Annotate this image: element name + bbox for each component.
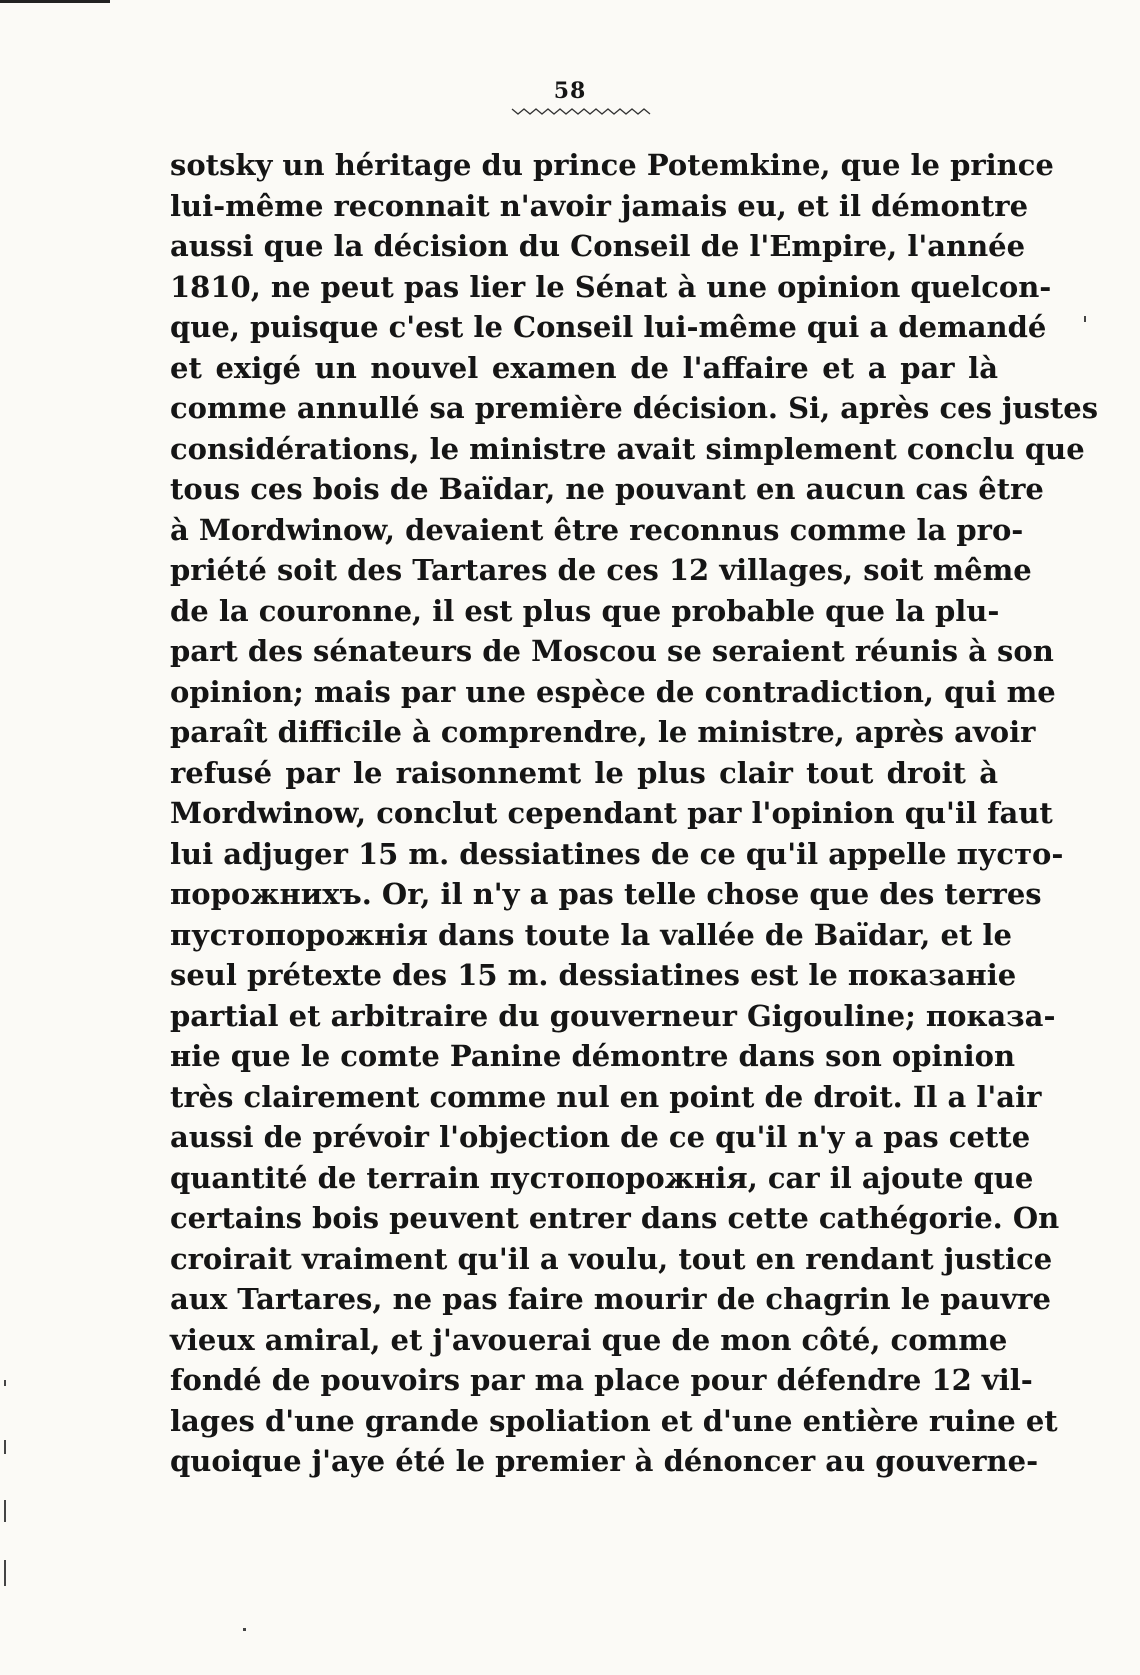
text-line: порожнихъ. Or, il n'y a pas telle chose que des terres: [170, 877, 1042, 911]
text-line: пустопорожнія dans toute la vallée de Baïdar, et le: [170, 917, 1012, 952]
text-line: comme annullé sa première décision. Si, après ces justes: [170, 391, 1099, 425]
text-line: opinion; mais par une espèce de contradiction, qui me: [170, 674, 1056, 709]
text-line: à Mordwinow, devaient être reconnus comme la pro-: [170, 512, 1024, 547]
text-line: considérations, le ministre avait simplement conclu que: [170, 431, 1085, 466]
scan-edge-rule: [0, 0, 110, 3]
text-line: refusé par le raisonnemt le plus clair tout droit à: [170, 755, 998, 790]
text-line: de la couronne, il est plus que probable que la plu-: [170, 593, 1000, 628]
text-line: lui adjuger 15 m. dessiatines de ce qu'il appelle пусто-: [170, 836, 1064, 871]
text-line: lui-même reconnait n'avoir jamais eu, et il démontre: [170, 188, 1029, 223]
text-line: 1810, ne peut pas lier le Sénat à une opinion quelcon-: [170, 269, 1052, 304]
body-text: [170, 145, 1099, 1482]
text-line: certains bois peuvent entrer dans cette cathégorie. On: [170, 1201, 1060, 1235]
text-line: quoique j'aye été le premier à dénoncer au gouverne-: [170, 1444, 1039, 1478]
text-line: très clairement comme nul en point de droit. Il a l'air: [170, 1079, 1042, 1114]
text-line: ніе que le comte Panine démontre dans son opinion: [170, 1039, 1016, 1073]
scan-edge-mark: [243, 1628, 246, 1631]
text-line: aussi de prévoir l'objection de ce qu'il n'y a pas cette: [170, 1120, 1031, 1154]
text-line: part des sénateurs de Moscou se seraient réunis à son: [170, 634, 1054, 668]
text-line: priété soit des Tartares de ces 12 villages, soit même: [170, 553, 1032, 587]
scan-edge-mark: [1084, 316, 1086, 322]
scan-edge-mark: [4, 1560, 6, 1586]
text-line: seul prétexte des 15 m. dessiatines est le показаніе: [170, 958, 1017, 992]
text-line: vieux amiral, et j'avouerai que de mon côté, comme: [170, 1322, 1008, 1357]
scan-edge-mark: [4, 1440, 6, 1454]
text-line: aussi que la décision du Conseil de l'Empire, l'année: [170, 229, 1026, 263]
scan-edge-mark: [4, 1500, 6, 1522]
text-line: partial et arbitraire du gouverneur Gigouline; показа-: [170, 998, 1056, 1033]
text-line: quantité de terrain пустопорожнія, car il ajoute que: [170, 1160, 1034, 1195]
text-line: lages d'une grande spoliation et d'une entière ruine et: [170, 1403, 1058, 1438]
text-line: paraît difficile à comprendre, le ministre, après avoir: [170, 715, 1036, 749]
page-number: 58: [553, 78, 587, 104]
text-line: croirait vraiment qu'il a voulu, tout en rendant justice: [170, 1241, 1053, 1276]
text-line: Mordwinow, conclut cependant par l'opinion qu'il faut: [170, 796, 1053, 830]
page-number-ornament: [512, 106, 650, 116]
text-line: sotsky un héritage du prince Potemkine, que le prince: [170, 148, 1054, 182]
text-line: et exigé un nouvel examen de l'affaire et a par là: [170, 350, 998, 385]
text-line: aux Tartares, ne pas faire mourir de chagrin le pauvre: [170, 1282, 1051, 1316]
text-line: fondé de pouvoirs par ma place pour défendre 12 vil-: [170, 1363, 1033, 1397]
text-line: tous ces bois de Baïdar, ne pouvant en aucun cas être: [170, 472, 1044, 506]
scan-edge-mark: [4, 1380, 6, 1386]
text-line: que, puisque c'est le Conseil lui-même qui a demandé: [170, 310, 1047, 344]
